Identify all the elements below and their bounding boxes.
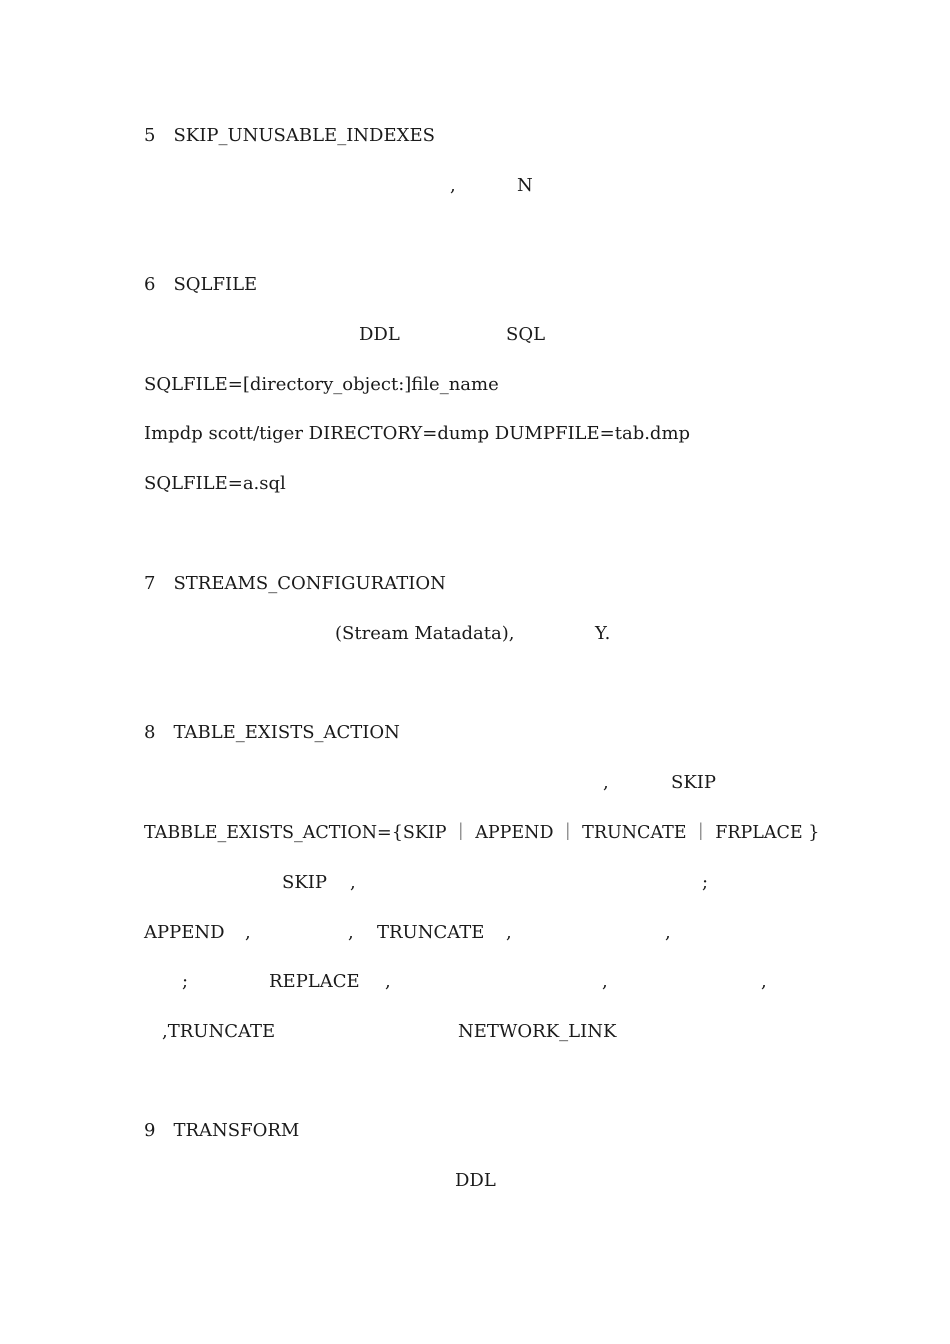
- section-heading-table-exists-action: 8 TABLE_EXISTS_ACTION: [144, 722, 400, 743]
- section-8-line1-semicolon: ;: [702, 872, 709, 893]
- section-8-append-option: APPEND: [144, 922, 225, 943]
- section-6-syntax: SQLFILE=[directory_object:]file_name: [144, 374, 499, 395]
- section-heading-streams-configuration: 7 STREAMS_CONFIGURATION: [144, 573, 446, 594]
- section-8-line2-comma-4: ,: [665, 922, 671, 943]
- section-7-default-value: Y.: [595, 623, 611, 644]
- section-8-line3-comma-2: ,: [602, 971, 608, 992]
- section-8-line2-comma-3: ,: [506, 922, 512, 943]
- section-8-comma: ,: [603, 772, 609, 793]
- section-5-comma: ,: [450, 175, 456, 196]
- section-heading-transform: 9 TRANSFORM: [144, 1120, 300, 1141]
- section-8-truncate-note: ,TRUNCATE: [162, 1021, 276, 1042]
- section-8-line1-comma: ,: [350, 872, 356, 893]
- section-8-line2-comma-2: ,: [348, 922, 354, 943]
- section-8-network-link: NETWORK_LINK: [458, 1021, 617, 1042]
- section-7-stream-metadata: (Stream Matadata),: [335, 623, 515, 644]
- section-8-syntax: TABBLE_EXISTS_ACTION={SKIP ｜ APPEND ｜ TRUNCATE ｜ FRPLACE }: [144, 823, 820, 843]
- section-5-default-value: N: [517, 175, 533, 196]
- section-6-example-line-1: Impdp scott/tiger DIRECTORY=dump DUMPFILE=tab.dmp: [144, 423, 691, 444]
- section-6-sql: SQL: [506, 324, 546, 345]
- section-heading-skip-unusable-indexes: 5 SKIP_UNUSABLE_INDEXES: [144, 125, 435, 146]
- section-heading-sqlfile: 6 SQLFILE: [144, 274, 258, 295]
- section-6-ddl: DDL: [359, 324, 400, 345]
- section-8-line2-comma-1: ,: [245, 922, 251, 943]
- section-8-line3-comma-1: ,: [385, 971, 391, 992]
- section-9-ddl: DDL: [455, 1170, 496, 1191]
- section-8-line3-semicolon: ;: [182, 971, 189, 992]
- section-8-truncate-option: TRUNCATE: [377, 922, 485, 943]
- section-8-replace-option: REPLACE: [269, 971, 360, 992]
- section-6-example-line-2: SQLFILE=a.sql: [144, 473, 286, 494]
- section-8-default-value: SKIP: [671, 772, 716, 793]
- section-8-line3-comma-3: ,: [761, 971, 767, 992]
- section-8-skip-option: SKIP: [282, 872, 327, 893]
